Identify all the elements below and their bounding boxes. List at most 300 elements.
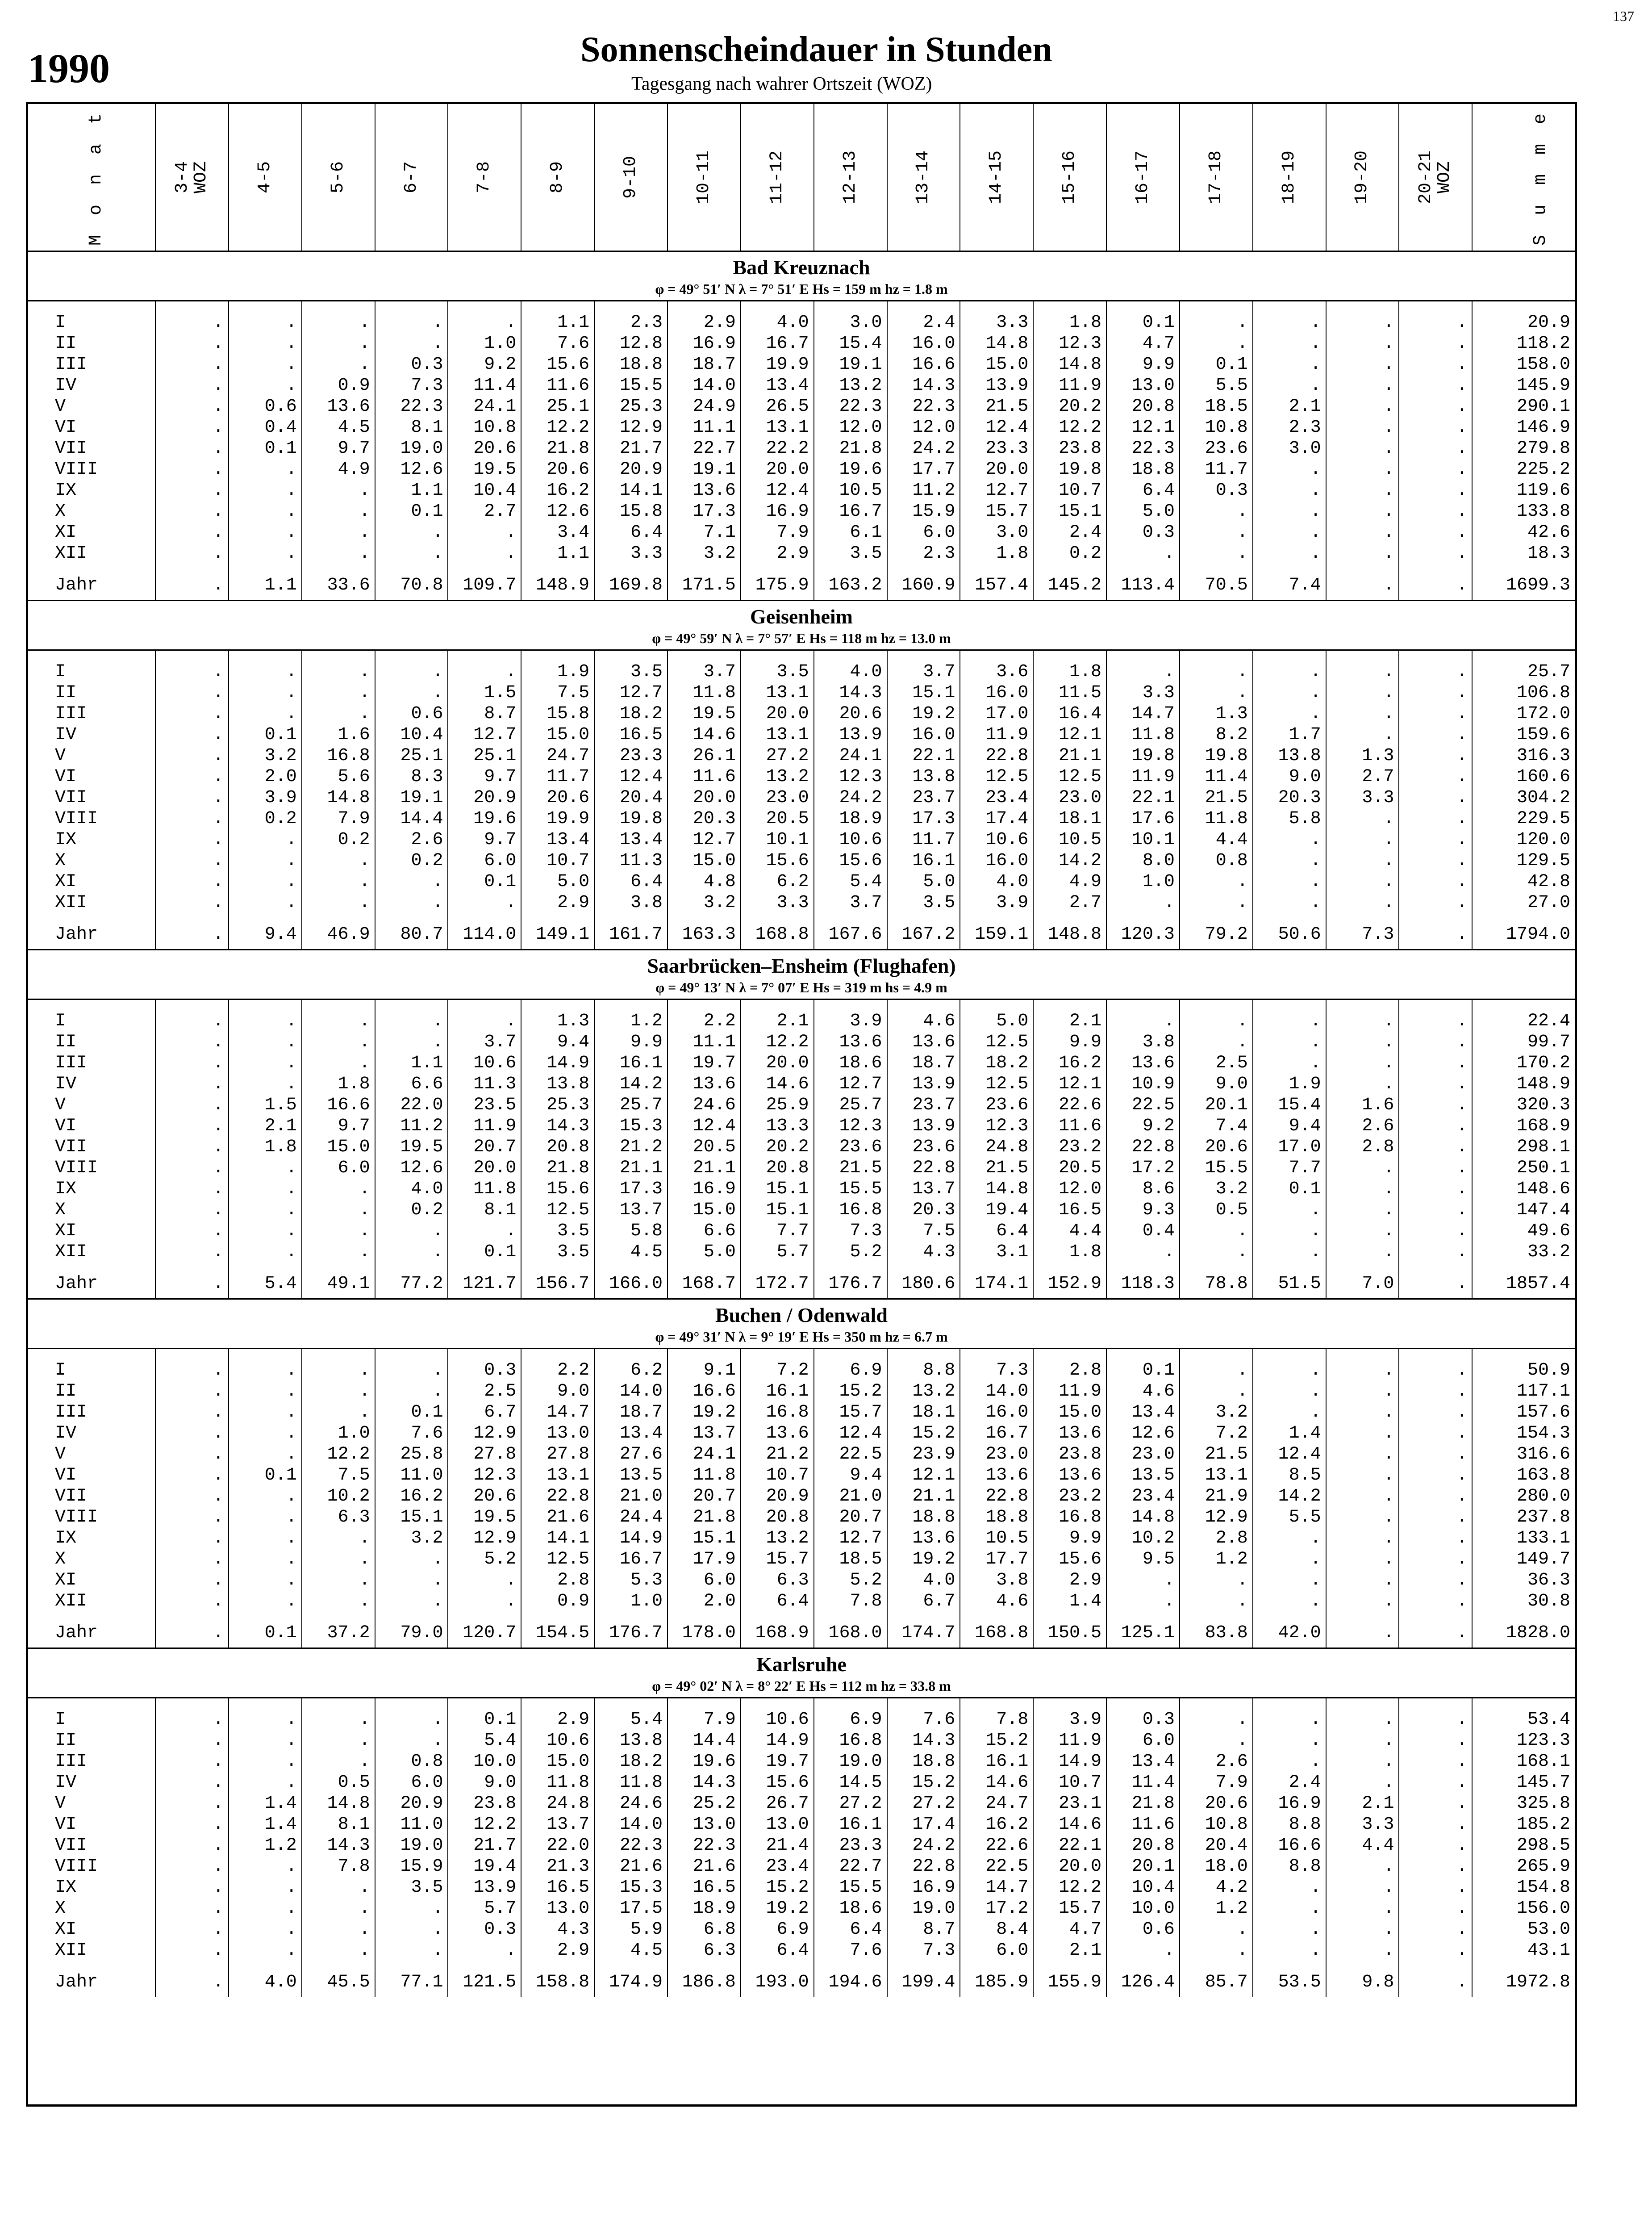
value-cell: . — [155, 438, 229, 459]
value-cell: 11.3 — [594, 850, 667, 871]
value-cell: 19.6 — [667, 1751, 741, 1772]
value-cell: 24.7 — [960, 1793, 1033, 1814]
value-cell: 9.9 — [1106, 354, 1180, 375]
value-cell: . — [1399, 1423, 1472, 1444]
value-cell: 14.0 — [667, 375, 741, 396]
value-cell: . — [1399, 1402, 1472, 1423]
annual-value-cell: 42.0 — [1253, 1618, 1326, 1648]
value-cell: 24.6 — [594, 1793, 667, 1814]
annual-value-cell: 161.7 — [594, 920, 667, 950]
value-cell: 11.9 — [1106, 766, 1180, 787]
value-cell: 16.7 — [741, 333, 814, 354]
value-cell: 0.4 — [229, 417, 302, 438]
value-cell: 12.9 — [448, 1423, 521, 1444]
value-cell: . — [1253, 1549, 1326, 1570]
value-cell: . — [375, 1591, 448, 1618]
value-cell: 2.8 — [521, 1570, 594, 1591]
value-cell: . — [229, 333, 302, 354]
value-cell: 19.6 — [448, 808, 521, 829]
value-cell: . — [1180, 1032, 1253, 1053]
table-row — [28, 650, 1575, 683]
value-cell: 17.5 — [594, 1898, 667, 1919]
value-cell: . — [229, 1940, 302, 1967]
value-cell: . — [302, 650, 375, 683]
value-cell: 14.2 — [594, 1074, 667, 1095]
value-cell: 19.5 — [667, 703, 741, 724]
value-cell: 10.0 — [448, 1751, 521, 1772]
value-cell: . — [375, 1698, 448, 1731]
value-cell: 0.1 — [1253, 1179, 1326, 1200]
value-cell: 25.3 — [594, 396, 667, 417]
value-cell: . — [1399, 1074, 1472, 1095]
value-cell: 12.1 — [1033, 724, 1106, 745]
value-cell: . — [1180, 682, 1253, 703]
annual-value-cell: 49.1 — [302, 1269, 375, 1299]
value-cell: . — [155, 1856, 229, 1877]
value-cell: . — [155, 1570, 229, 1591]
value-cell: 18.8 — [1106, 459, 1180, 480]
value-cell: . — [1399, 1221, 1472, 1242]
value-cell: 1.1 — [521, 301, 594, 334]
value-cell: 2.5 — [1180, 1053, 1253, 1074]
month-cell: VIII — [55, 460, 98, 480]
table-row — [28, 1898, 1575, 1919]
station-data — [28, 999, 1575, 1299]
month-cell: III — [55, 704, 88, 724]
value-cell: 16.5 — [594, 724, 667, 745]
month-cell: IV — [55, 1074, 77, 1094]
value-cell: . — [155, 1528, 229, 1549]
value-cell: . — [375, 1032, 448, 1053]
value-cell: . — [155, 417, 229, 438]
value-cell: . — [1253, 1242, 1326, 1269]
value-cell: 15.6 — [521, 354, 594, 375]
value-cell: 13.6 — [667, 480, 741, 501]
value-cell: 3.3 — [1106, 682, 1180, 703]
table-row — [28, 301, 1575, 334]
value-cell: 0.6 — [1106, 1919, 1180, 1940]
table-row — [28, 829, 1575, 850]
table-row — [28, 1116, 1575, 1137]
month-cell: I — [55, 1360, 66, 1380]
value-cell: 16.5 — [667, 1877, 741, 1898]
sum-cell: 304.2 — [1472, 787, 1575, 808]
value-cell: . — [1253, 850, 1326, 871]
sum-cell: 43.1 — [1472, 1940, 1575, 1967]
value-cell: 14.0 — [960, 1381, 1033, 1402]
value-cell: 16.8 — [741, 1402, 814, 1423]
value-cell: . — [1399, 1814, 1472, 1835]
value-cell: 21.6 — [521, 1507, 594, 1528]
value-cell: 9.5 — [1106, 1549, 1180, 1570]
value-cell: . — [1326, 438, 1399, 459]
value-cell: 5.4 — [448, 1730, 521, 1751]
value-cell: . — [1253, 480, 1326, 501]
value-cell: . — [1253, 1591, 1326, 1618]
value-cell: . — [302, 1349, 375, 1381]
table-row — [28, 1528, 1575, 1549]
value-cell: 0.3 — [1106, 1698, 1180, 1731]
value-cell: . — [1326, 1242, 1399, 1269]
value-cell: . — [1326, 1856, 1399, 1877]
sum-cell: 170.2 — [1472, 1053, 1575, 1074]
sum-cell: 225.2 — [1472, 459, 1575, 480]
value-cell: . — [229, 1507, 302, 1528]
value-cell: 12.4 — [960, 417, 1033, 438]
value-cell: 15.5 — [814, 1179, 887, 1200]
sum-cell: 53.0 — [1472, 1919, 1575, 1940]
value-cell: 21.1 — [1033, 745, 1106, 766]
annual-value-cell: 186.8 — [667, 1967, 741, 1997]
value-cell: 0.3 — [448, 1349, 521, 1381]
value-cell: 3.0 — [1253, 438, 1326, 459]
value-cell: 19.1 — [814, 354, 887, 375]
value-cell: 18.1 — [887, 1402, 960, 1423]
value-cell: 15.4 — [814, 333, 887, 354]
value-cell: . — [302, 1053, 375, 1074]
value-cell: 0.2 — [1033, 543, 1106, 570]
value-cell: . — [1180, 501, 1253, 522]
value-cell: 16.6 — [667, 1381, 741, 1402]
value-cell: . — [1326, 1402, 1399, 1423]
value-cell: . — [1253, 1528, 1326, 1549]
value-cell: 8.3 — [375, 766, 448, 787]
value-cell: . — [1106, 1570, 1180, 1591]
month-cell: XII — [55, 893, 88, 913]
sum-cell: 145.7 — [1472, 1772, 1575, 1793]
value-cell: 2.4 — [1033, 522, 1106, 543]
value-cell: 25.2 — [667, 1793, 741, 1814]
table-row — [28, 892, 1575, 920]
value-cell: 18.7 — [887, 1053, 960, 1074]
value-cell: 2.2 — [667, 999, 741, 1032]
value-cell: 3.4 — [521, 522, 594, 543]
header-hour-15-label: 18-19 — [1279, 150, 1299, 205]
value-cell: . — [229, 1898, 302, 1919]
value-cell: 15.1 — [887, 682, 960, 703]
value-cell: . — [302, 480, 375, 501]
annual-value-cell: 5.4 — [229, 1269, 302, 1299]
value-cell: 19.8 — [1106, 745, 1180, 766]
annual-value-cell: 145.2 — [1033, 570, 1106, 601]
table-row — [28, 417, 1575, 438]
value-cell: . — [1253, 333, 1326, 354]
table-row — [28, 1095, 1575, 1116]
value-cell: . — [155, 829, 229, 850]
value-cell: . — [448, 1591, 521, 1618]
value-cell: 18.6 — [814, 1898, 887, 1919]
value-cell: . — [1399, 1898, 1472, 1919]
value-cell: 20.8 — [521, 1137, 594, 1158]
value-cell: . — [375, 1349, 448, 1381]
value-cell: . — [229, 1200, 302, 1221]
value-cell: . — [1326, 459, 1399, 480]
value-cell: 16.5 — [1033, 1200, 1106, 1221]
annual-value-cell: 9.8 — [1326, 1967, 1399, 1997]
value-cell: 11.8 — [521, 1772, 594, 1793]
header-hour-16-label: 19-20 — [1352, 150, 1372, 205]
value-cell: 25.7 — [594, 1095, 667, 1116]
value-cell: 5.0 — [521, 871, 594, 892]
value-cell: 10.7 — [741, 1465, 814, 1486]
table-row — [28, 682, 1575, 703]
value-cell: 12.3 — [448, 1465, 521, 1486]
value-cell: 2.1 — [1326, 1793, 1399, 1814]
month-cell: IV — [55, 376, 77, 396]
value-cell: 18.2 — [960, 1053, 1033, 1074]
value-cell: . — [155, 1940, 229, 1967]
annual-value-cell: 168.9 — [741, 1618, 814, 1648]
value-cell: 7.6 — [375, 1423, 448, 1444]
value-cell: 16.8 — [302, 745, 375, 766]
value-cell: . — [155, 766, 229, 787]
value-cell: 1.3 — [1326, 745, 1399, 766]
value-cell: 24.1 — [448, 396, 521, 417]
value-cell: 14.3 — [667, 1772, 741, 1793]
value-cell: 12.5 — [960, 766, 1033, 787]
value-cell: 12.4 — [741, 480, 814, 501]
value-cell: . — [1399, 682, 1472, 703]
value-cell: 13.9 — [814, 724, 887, 745]
value-cell: 26.5 — [741, 396, 814, 417]
value-cell: . — [448, 301, 521, 334]
annual-sum-cell: 1857.4 — [1472, 1269, 1575, 1299]
value-cell: 17.0 — [960, 703, 1033, 724]
value-cell: 10.2 — [1106, 1528, 1180, 1549]
value-cell: 8.2 — [1180, 724, 1253, 745]
value-cell: 4.4 — [1180, 829, 1253, 850]
value-cell: 4.2 — [1180, 1877, 1253, 1898]
month-cell: X — [55, 1898, 66, 1919]
value-cell: . — [1399, 459, 1472, 480]
value-cell: 1.8 — [1033, 650, 1106, 683]
value-cell: 15.9 — [887, 501, 960, 522]
value-cell: 9.7 — [448, 766, 521, 787]
value-cell: 6.0 — [302, 1158, 375, 1179]
value-cell: . — [1180, 999, 1253, 1032]
value-cell: 12.9 — [1180, 1507, 1253, 1528]
value-cell: 4.0 — [814, 650, 887, 683]
value-cell: 11.8 — [1180, 808, 1253, 829]
value-cell: 16.1 — [814, 1814, 887, 1835]
value-cell: 3.6 — [960, 650, 1033, 683]
value-cell: 12.2 — [741, 1032, 814, 1053]
value-cell: 2.7 — [1033, 892, 1106, 920]
value-cell: 22.7 — [667, 438, 741, 459]
value-cell: . — [1326, 999, 1399, 1032]
value-cell: 6.3 — [741, 1570, 814, 1591]
value-cell: 11.4 — [448, 375, 521, 396]
value-cell: 20.8 — [1106, 1835, 1180, 1856]
value-cell: 20.9 — [448, 787, 521, 808]
value-cell: 11.8 — [1106, 724, 1180, 745]
value-cell: . — [229, 301, 302, 334]
value-cell: . — [155, 1423, 229, 1444]
value-cell: 10.4 — [448, 480, 521, 501]
value-cell: . — [1180, 1730, 1253, 1751]
value-cell: 1.8 — [302, 1074, 375, 1095]
header-hour-16 — [1326, 104, 1399, 251]
value-cell: 14.0 — [594, 1381, 667, 1402]
value-cell: 19.7 — [741, 1751, 814, 1772]
value-cell: . — [302, 1730, 375, 1751]
value-cell: . — [1399, 1919, 1472, 1940]
value-cell: 15.0 — [302, 1137, 375, 1158]
value-cell: . — [155, 501, 229, 522]
value-cell: . — [1106, 1242, 1180, 1269]
value-cell: 1.4 — [1033, 1591, 1106, 1618]
value-cell: 17.4 — [887, 1814, 960, 1835]
annual-value-cell: 109.7 — [448, 570, 521, 601]
value-cell: . — [229, 522, 302, 543]
value-cell: . — [1180, 1919, 1253, 1940]
value-cell: . — [1253, 1570, 1326, 1591]
value-cell: . — [1106, 543, 1180, 570]
sum-cell: 160.6 — [1472, 766, 1575, 787]
value-cell: . — [1399, 829, 1472, 850]
value-cell: 0.1 — [375, 501, 448, 522]
value-cell: . — [1253, 354, 1326, 375]
value-cell: 15.5 — [814, 1877, 887, 1898]
value-cell: . — [1253, 650, 1326, 683]
value-cell: 14.1 — [521, 1528, 594, 1549]
month-cell: XII — [55, 544, 88, 564]
value-cell: . — [1106, 999, 1180, 1032]
value-cell: 3.5 — [375, 1877, 448, 1898]
station-name: Buchen / Odenwald — [715, 1304, 888, 1326]
value-cell: . — [1253, 829, 1326, 850]
annual-value-cell: 168.7 — [667, 1269, 741, 1299]
month-cell: IV — [55, 1423, 77, 1443]
annual-value-cell: 85.7 — [1180, 1967, 1253, 1997]
value-cell: . — [1180, 871, 1253, 892]
value-cell: . — [1399, 480, 1472, 501]
annual-value-cell: 171.5 — [667, 570, 741, 601]
value-cell: 19.6 — [814, 459, 887, 480]
value-cell: . — [1326, 1528, 1399, 1549]
sum-cell: 320.3 — [1472, 1095, 1575, 1116]
value-cell: 14.1 — [594, 480, 667, 501]
value-cell: . — [1253, 1919, 1326, 1940]
month-cell: VI — [55, 767, 77, 787]
month-cell: VIII — [55, 1857, 98, 1877]
value-cell: 11.9 — [1033, 1381, 1106, 1402]
value-cell: 20.8 — [1106, 396, 1180, 417]
value-cell: 1.1 — [521, 543, 594, 570]
value-cell: . — [155, 808, 229, 829]
annual-value-cell: 7.0 — [1326, 1269, 1399, 1299]
value-cell: 16.2 — [960, 1814, 1033, 1835]
value-cell: 7.4 — [1180, 1116, 1253, 1137]
value-cell: 20.5 — [741, 808, 814, 829]
value-cell: 7.9 — [1180, 1772, 1253, 1793]
table-row — [28, 1751, 1575, 1772]
month-cell: XII — [55, 1242, 88, 1262]
value-cell: 15.9 — [375, 1856, 448, 1877]
station-header-cell — [28, 601, 1575, 650]
value-cell: 20.2 — [1033, 396, 1106, 417]
value-cell: 20.0 — [741, 1053, 814, 1074]
value-cell: 9.9 — [594, 1032, 667, 1053]
value-cell: . — [375, 1898, 448, 1919]
value-cell: . — [1180, 1242, 1253, 1269]
value-cell: 20.7 — [814, 1507, 887, 1528]
value-cell: 21.1 — [887, 1486, 960, 1507]
month-cell: X — [55, 1549, 66, 1569]
value-cell: 13.1 — [741, 724, 814, 745]
value-cell: 3.5 — [814, 543, 887, 570]
value-cell: . — [375, 333, 448, 354]
value-cell: 10.6 — [960, 829, 1033, 850]
value-cell: 7.2 — [1180, 1423, 1253, 1444]
value-cell: 22.5 — [960, 1856, 1033, 1877]
value-cell: 19.5 — [448, 1507, 521, 1528]
value-cell: 10.4 — [375, 724, 448, 745]
value-cell: . — [229, 375, 302, 396]
value-cell: . — [1326, 1772, 1399, 1793]
value-cell: . — [1253, 1898, 1326, 1919]
annual-value-cell: 121.7 — [448, 1269, 521, 1299]
sum-cell: 42.6 — [1472, 522, 1575, 543]
annual-value-cell: 33.6 — [302, 570, 375, 601]
value-cell: . — [302, 1528, 375, 1549]
value-cell: 13.6 — [741, 1423, 814, 1444]
value-cell: 11.8 — [594, 1772, 667, 1793]
value-cell: . — [302, 1402, 375, 1423]
page-number: 137 — [1613, 8, 1634, 24]
sum-cell: 27.0 — [1472, 892, 1575, 920]
annual-label-cell: Jahr — [28, 920, 155, 950]
value-cell: 15.0 — [521, 1751, 594, 1772]
value-cell: 7.9 — [741, 522, 814, 543]
value-cell: 12.4 — [1253, 1444, 1326, 1465]
value-cell: . — [1326, 1381, 1399, 1402]
value-cell: . — [155, 1402, 229, 1423]
value-cell: 3.3 — [594, 543, 667, 570]
value-cell: . — [1253, 1381, 1326, 1402]
value-cell: 12.7 — [448, 724, 521, 745]
value-cell: 22.6 — [1033, 1095, 1106, 1116]
value-cell: 1.9 — [521, 650, 594, 683]
annual-value-cell: 45.5 — [302, 1967, 375, 1997]
value-cell: 16.8 — [1033, 1507, 1106, 1528]
value-cell: . — [1399, 1549, 1472, 1570]
annual-value-cell: 163.2 — [814, 570, 887, 601]
value-cell: 6.4 — [741, 1940, 814, 1967]
value-cell: 15.7 — [1033, 1898, 1106, 1919]
value-cell: . — [1106, 650, 1180, 683]
value-cell: 8.8 — [1253, 1814, 1326, 1835]
value-cell: 6.0 — [667, 1570, 741, 1591]
station-data — [28, 301, 1575, 601]
header-hour-13-label: 16-17 — [1132, 150, 1153, 205]
value-cell: 22.3 — [1106, 438, 1180, 459]
annual-value-cell: . — [155, 1269, 229, 1299]
sum-cell: 280.0 — [1472, 1486, 1575, 1507]
annual-total-row — [28, 1967, 1575, 1997]
value-cell: 20.3 — [667, 808, 741, 829]
value-cell: . — [1253, 871, 1326, 892]
value-cell: . — [229, 480, 302, 501]
month-cell: V — [55, 397, 66, 417]
value-cell: 27.6 — [594, 1444, 667, 1465]
value-cell: 13.7 — [667, 1423, 741, 1444]
value-cell: 10.4 — [1106, 1877, 1180, 1898]
month-cell: IV — [55, 725, 77, 745]
annual-value-cell: 169.8 — [594, 570, 667, 601]
value-cell: 16.7 — [594, 1549, 667, 1570]
value-cell: 13.2 — [887, 1381, 960, 1402]
